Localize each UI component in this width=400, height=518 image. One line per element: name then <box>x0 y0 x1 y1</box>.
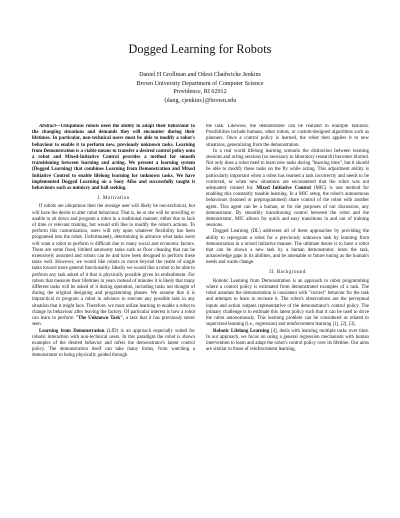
paragraph-text: (LfD) is an approach especially suited for robotic interaction with non-technical users. In this paradigm the robot is shown examples of the desired behavior and infers the demonstrator's latent control policy. The demonstration itself can take many forms, from watching a demonstrator to being physically guided through <box>32 328 195 359</box>
left-column <box>32 124 195 510</box>
paragraph <box>206 149 369 230</box>
author-block <box>0 71 400 105</box>
email: {dang, cjenkins}@brown.edu <box>163 97 237 104</box>
paragraph: Dogged Learning (DL) addresses all of these approaches by providing the ability to reprogram a robot for a previously unknown task by learning from demonstration in a mixed initiative manner. The ultimate desire is to have a robot that can be shown a new task by a human demonstrator, learn the task, acknowledge gaps in its abilities, and be amenable to future tuning as the human's needs and wants change. <box>206 229 369 266</box>
section-heading-background: II. Background <box>269 270 306 276</box>
unknown-task-term: "The Unknown Task" <box>75 316 123 322</box>
paragraph-text: In a real world lifelong learning scenario the distinction between learning sessions and acting sessions (so necessary to laboratory research) becomes blurred. Not only does a robot need to learn new tasks during "learning time", but it should be able to modify those tasks on the fly while acting. This adjustment ability is particularly important when a robot has learned a task incorrectly and needs to be corrected, or when new situations are encountered that the robot was not adequately trained for. <box>206 148 369 192</box>
paragraph-text: (MIC) is one method for enabling this constantly tunable learning. In a MIC setup, the robot's autonomous behaviours (learned or preprogrammed) share control of the robot with another agent. This agent can be a human, or for the purposes of our discussion, any demonstrator. By smoothly transitioning control between the robot and the demonstrator, MIC allows for quick and easy transitions in and out of training sessions. <box>206 186 369 229</box>
paragraph: Robotic Learning from Demonstration is an approach to robot programming where a control policy is estimated from demonstrated examples of a task. The robot assumes the demonstration is consistent with "correct" behavior for the task and attempts to learn to recreate it. The robot's observations are the perceptual inputs and action outputs representative of the demonstrator's control policy. The primary challenge is to estimate this latent policy such that it can be used to drive the robot autonomously. This learning problem can be considered as related to supervised learning (i.e., regression) and reinforcement learning [1], [2], [3]. <box>206 278 369 328</box>
right-column <box>206 124 369 510</box>
paragraph <box>206 329 369 354</box>
abstract <box>32 124 195 192</box>
abstract-lead: Abstract— <box>39 124 61 129</box>
address: Providence, RI 02912 <box>173 89 227 96</box>
paragraph <box>32 329 195 360</box>
lfd-term: Learning from Demonstration <box>39 328 105 334</box>
lifelong-learning-term: Robotic Lifelong Learning <box>213 328 270 334</box>
paragraph-text: , a task that it has previously never seen. <box>32 316 195 328</box>
affiliation: Brown University Department of Computer Science <box>136 80 264 87</box>
mic-term: Mixed Initiative Control <box>256 186 311 192</box>
paragraph-text: [4], deals with learning multiple tasks over time. In our approach, we focus on using a general regression mechanism with human intervention to learn and adapt the robot's control policy over its lifetime. Our aims are similar to those of reinforcement learning, <box>206 328 369 353</box>
section-heading-motivation: I. Motivation <box>97 195 130 201</box>
paper-title: Dogged Learning for Robots <box>128 42 272 56</box>
paragraph: the task. Likewise, the demonstrator can be realized in multiple fashions. Possibilities include humans, other robots, or custom-designed algorithms such as planners. Once a control policy is learned, the robot then applies it to new situations, generalizing from the demonstration. <box>206 124 369 148</box>
abstract-text: Ubiquitous robots need the ability to adapt their behaviour to the changing situations and demands they will encounter during their lifetimes. In particular, non-technical users must be able to modify a robot's behaviour to enable it to perform new, previously unknown tasks. Learning from Demonstration is a viable means to transfer a desired control policy onto a robot and Mixed-Initiative Control provides a method for smooth transitioning between learning and acting. We present a learning system (Dogged Learning) that combines Learning from Demonstration and Mixed Initiative Control to enable lifelong learning for unknown tasks. We have implemented Dogged Learning on a Sony Aibo and successfully taught it behaviours such as mimicry and ball seeking. <box>32 124 195 192</box>
paragraph-text: If robots are ubiquitous then the average user will likely be non-technical, but will have the desire to alter robot behaviour. That is, he or she will be unwilling or unable to sit down and program a robot in a traditional manner, either due to lack of time or relevant training, but would still like to modify the robot's actions. To perform this customization, users will rely upon whatever flexibility has been programed into the robot. Unfortunately, determining in advance what tasks users will want a robot to perform is difficult due to many social and economic factors. There are some fixed, limited autonomy tasks such as floor cleaning that can be extensively assumed and robots can be and have been designed to perform these tasks well. However, we would like robots to move beyond the realm of single tasks toward more general functionality. Ideally we would like a robot to be able to perform any task asked of it that is physically possible given its embodiment. For robots that measure their lifetimes in years instead of minutes it is likely that many different tasks will be asked of it during operation, including tasks not thought of during the original designing and programming phases. We assume that it is impractical to program a robot in advance to execute any possible task in any situation that it might face. Therefore, we must utilize learning to enable a robot to change its behaviour after leaving the factory. Of particular interest is how a robot can learn to perform <box>32 204 195 322</box>
author-names: Daniel H Grollman and Odest Chadwicke Jenkins <box>139 72 261 78</box>
paragraph <box>32 204 195 328</box>
